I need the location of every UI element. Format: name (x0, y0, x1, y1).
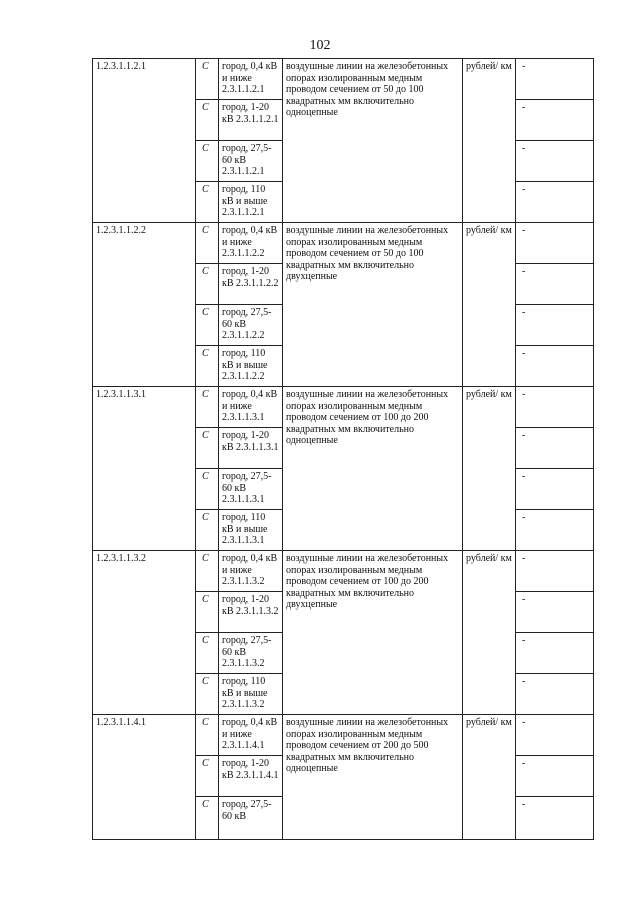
rate-value: - (516, 223, 594, 264)
line-description: воздушные линии на железобетонных опорах изолированным медным проводом сечением от 100 до 200 квадратных мм включительно одноцепные (283, 387, 463, 551)
rate-value: - (516, 469, 594, 510)
rate-value: - (516, 346, 594, 387)
category-letter: С (196, 756, 219, 797)
item-code: 1.2.3.1.1.3.1 (93, 387, 196, 551)
rate-value: - (516, 674, 594, 715)
voltage-class: город, 1-20 кВ 2.3.1.1.3.2 (219, 592, 283, 633)
item-code: 1.2.3.1.1.2.2 (93, 223, 196, 387)
voltage-class: город, 0,4 кВ и ниже 2.3.1.1.4.1 (219, 715, 283, 756)
category-letter: С (196, 797, 219, 840)
table-row (93, 223, 594, 264)
rate-value: - (516, 510, 594, 551)
line-description: воздушные линии на железобетонных опорах изолированным медным проводом сечением от 50 до 100 квадратных мм включительно двухцепные (283, 223, 463, 387)
category-letter: С (196, 346, 219, 387)
category-letter: С (196, 141, 219, 182)
voltage-class: город, 27,5-60 кВ 2.3.1.1.2.1 (219, 141, 283, 182)
tariff-table (92, 58, 594, 840)
rate-value: - (516, 428, 594, 469)
voltage-class: город, 1-20 кВ 2.3.1.1.2.1 (219, 100, 283, 141)
category-letter: С (196, 223, 219, 264)
rate-value: - (516, 100, 594, 141)
rate-value: - (516, 264, 594, 305)
table-row (93, 387, 594, 428)
rate-value: - (516, 756, 594, 797)
voltage-class: город, 0,4 кВ и ниже 2.3.1.1.2.1 (219, 59, 283, 100)
item-code: 1.2.3.1.1.3.2 (93, 551, 196, 715)
rate-value: - (516, 59, 594, 100)
voltage-class: город, 1-20 кВ 2.3.1.1.3.1 (219, 428, 283, 469)
line-description: воздушные линии на железобетонных опорах изолированным медным проводом сечением от 200 до 500 квадратных мм включительно одноцепные (283, 715, 463, 840)
category-letter: С (196, 428, 219, 469)
category-letter: С (196, 100, 219, 141)
item-code: 1.2.3.1.1.2.1 (93, 59, 196, 223)
category-letter: С (196, 510, 219, 551)
rate-value: - (516, 182, 594, 223)
voltage-class: город, 110 кВ и выше 2.3.1.1.2.1 (219, 182, 283, 223)
voltage-class: город, 27,5-60 кВ 2.3.1.1.2.2 (219, 305, 283, 346)
category-letter: С (196, 551, 219, 592)
category-letter: С (196, 633, 219, 674)
rate-value: - (516, 387, 594, 428)
rate-value: - (516, 797, 594, 840)
voltage-class: город, 27,5-60 кВ (219, 797, 283, 840)
unit-of-measure: рублей/ км (463, 715, 516, 840)
category-letter: С (196, 469, 219, 510)
rate-value: - (516, 141, 594, 182)
unit-of-measure: рублей/ км (463, 551, 516, 715)
voltage-class: город, 27,5-60 кВ 2.3.1.1.3.2 (219, 633, 283, 674)
voltage-class: город, 1-20 кВ 2.3.1.1.4.1 (219, 756, 283, 797)
category-letter: С (196, 182, 219, 223)
voltage-class: город, 0,4 кВ и ниже 2.3.1.1.3.1 (219, 387, 283, 428)
voltage-class: город, 110 кВ и выше 2.3.1.1.3.2 (219, 674, 283, 715)
category-letter: С (196, 59, 219, 100)
voltage-class: город, 1-20 кВ 2.3.1.1.2.2 (219, 264, 283, 305)
rate-value: - (516, 592, 594, 633)
rate-value: - (516, 633, 594, 674)
category-letter: С (196, 305, 219, 346)
category-letter: С (196, 715, 219, 756)
voltage-class: город, 0,4 кВ и ниже 2.3.1.1.2.2 (219, 223, 283, 264)
rate-value: - (516, 551, 594, 592)
table-row (93, 715, 594, 756)
unit-of-measure: рублей/ км (463, 59, 516, 223)
unit-of-measure: рублей/ км (463, 223, 516, 387)
line-description: воздушные линии на железобетонных опорах изолированным медным проводом сечением от 100 до 200 квадратных мм включительно двухцепные (283, 551, 463, 715)
rate-value: - (516, 305, 594, 346)
category-letter: С (196, 592, 219, 633)
rate-value: - (516, 715, 594, 756)
voltage-class: город, 27,5-60 кВ 2.3.1.1.3.1 (219, 469, 283, 510)
voltage-class: город, 0,4 кВ и ниже 2.3.1.1.3.2 (219, 551, 283, 592)
category-letter: С (196, 264, 219, 305)
unit-of-measure: рублей/ км (463, 387, 516, 551)
table-row (93, 59, 594, 100)
category-letter: С (196, 674, 219, 715)
tariff-table-body (93, 59, 594, 840)
line-description: воздушные линии на железобетонных опорах изолированным медным проводом сечением от 50 до 100 квадратных мм включительно одноцепные (283, 59, 463, 223)
table-row (93, 551, 594, 592)
voltage-class: город, 110 кВ и выше 2.3.1.1.3.1 (219, 510, 283, 551)
item-code: 1.2.3.1.1.4.1 (93, 715, 196, 840)
category-letter: С (196, 387, 219, 428)
page-number: 102 (309, 38, 331, 53)
voltage-class: город, 110 кВ и выше 2.3.1.1.2.2 (219, 346, 283, 387)
